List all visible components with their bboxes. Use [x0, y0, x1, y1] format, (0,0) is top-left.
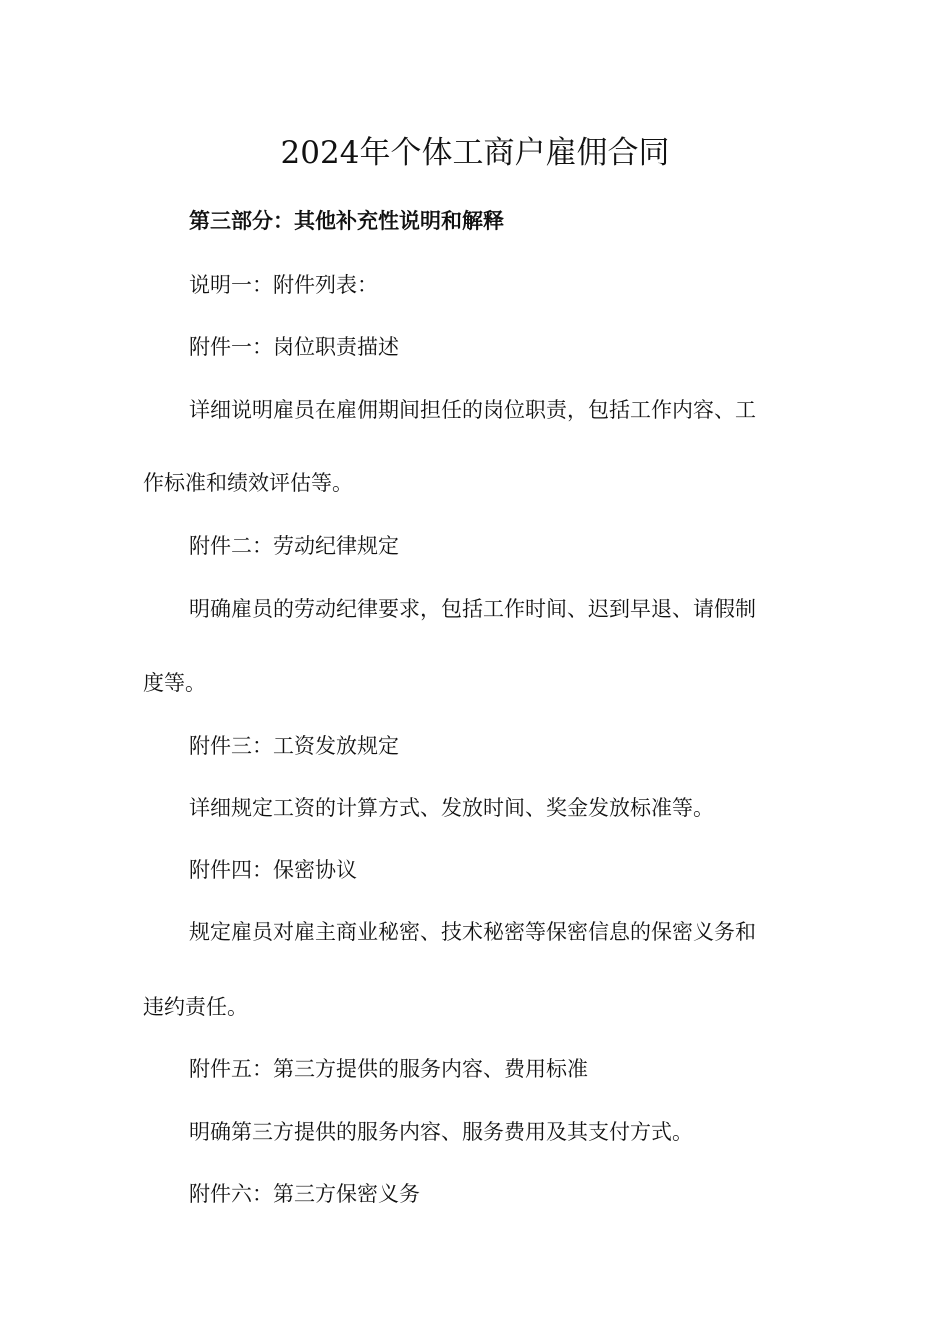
attachment-6-title: 附件六：第三方保密义务 — [189, 1182, 420, 1206]
section-heading: 第三部分：其他补充性说明和解释 — [189, 208, 504, 233]
document-title: 2024年个体工商户雇佣合同 — [280, 135, 670, 171]
attachment-3-title: 附件三：工资发放规定 — [189, 734, 399, 758]
attachment-1-title: 附件一：岗位职责描述 — [189, 335, 399, 359]
attachment-5-title: 附件五：第三方提供的服务内容、费用标准 — [189, 1057, 588, 1081]
attachment-4-description-line-1: 规定雇员对雇主商业秘密、技术秘密等保密信息的保密义务和 — [189, 920, 756, 944]
attachment-list-label: 说明一：附件列表： — [189, 273, 378, 297]
attachment-4-title: 附件四：保密协议 — [189, 858, 357, 882]
attachment-1-description-line-2: 作标准和绩效评估等。 — [143, 471, 353, 495]
attachment-5-description: 明确第三方提供的服务内容、服务费用及其支付方式。 — [189, 1120, 693, 1144]
attachment-2-description-line-2: 度等。 — [143, 671, 206, 695]
attachment-3-description: 详细规定工资的计算方式、发放时间、奖金发放标准等。 — [189, 796, 714, 820]
attachment-4-description-line-2: 违约责任。 — [143, 995, 248, 1019]
attachment-2-title: 附件二：劳动纪律规定 — [189, 534, 399, 558]
attachment-2-description-line-1: 明确雇员的劳动纪律要求，包括工作时间、迟到早退、请假制 — [189, 597, 756, 621]
attachment-1-description-line-1: 详细说明雇员在雇佣期间担任的岗位职责，包括工作内容、工 — [189, 398, 756, 422]
